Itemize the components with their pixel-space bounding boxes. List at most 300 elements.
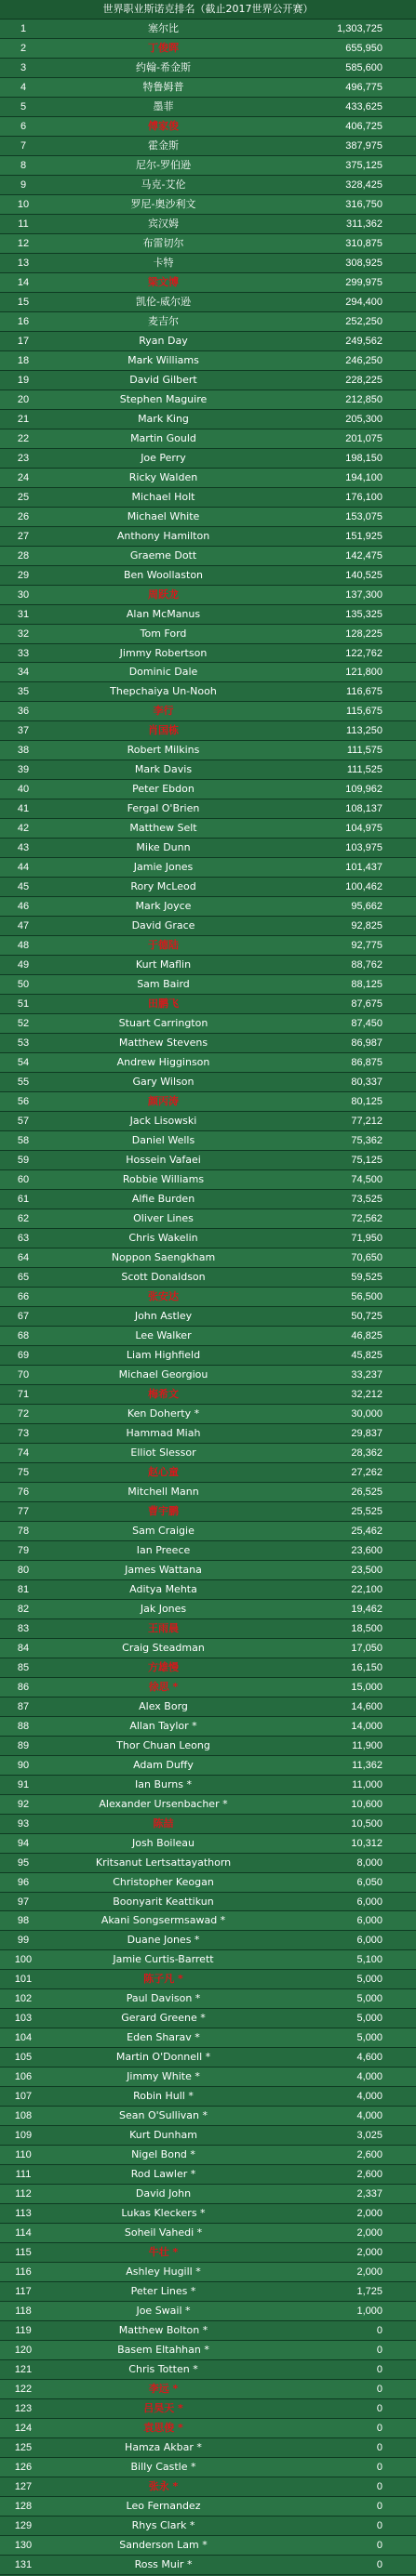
player-name-cell: Jack Lisowski <box>129 1115 197 1128</box>
player-name-cell: Craig Steadman <box>122 1641 205 1654</box>
points-cell: 5,000 <box>356 2032 382 2044</box>
player-name-cell: Sam Craigie <box>132 1524 195 1537</box>
table-row <box>0 547 416 566</box>
player-name-cell: Martin O'Donnell * <box>115 2051 211 2064</box>
player-name-cell: 张安达 <box>148 1289 179 1302</box>
table-row <box>0 254 416 273</box>
rank-cell: 119 <box>15 2325 32 2337</box>
points-cell: 18,500 <box>351 1622 382 1634</box>
rank-cell: 55 <box>17 1077 30 1089</box>
rank-cell: 105 <box>14 2052 33 2064</box>
points-cell: 28,362 <box>351 1447 382 1459</box>
player-name-cell: Duane Jones * <box>127 1934 200 1947</box>
table-row <box>0 2126 416 2146</box>
rank-cell: 28 <box>17 549 30 561</box>
table-row <box>0 1541 416 1561</box>
points-cell: 4,600 <box>356 2052 382 2064</box>
player-name-cell: Andrew Higginson <box>116 1056 210 1069</box>
points-cell: 311,362 <box>346 218 382 230</box>
player-name-cell: Liam Highfield <box>126 1348 201 1361</box>
table-row <box>0 1970 416 1989</box>
table-row <box>0 1619 416 1639</box>
player-name-cell: 于德陆 <box>148 939 179 952</box>
table-row <box>0 2360 416 2380</box>
player-name-cell: John Astley <box>134 1309 193 1322</box>
table-row <box>0 1893 416 1912</box>
player-name-cell: Peter Lines * <box>130 2285 196 2298</box>
rank-cell: 122 <box>14 2384 33 2396</box>
rank-cell: 80 <box>17 1564 30 1576</box>
table-row <box>0 1034 416 1053</box>
rank-cell: 41 <box>17 803 30 815</box>
table-row <box>0 644 416 664</box>
rank-cell: 101 <box>14 1974 33 1986</box>
table-row <box>0 2146 416 2165</box>
table-row <box>0 1444 416 1463</box>
rank-cell: 59 <box>17 1155 30 1167</box>
rank-cell: 38 <box>17 745 30 757</box>
player-name-cell: Allan Taylor * <box>129 1719 197 1732</box>
table-row <box>0 682 416 702</box>
player-name-cell: 霍金斯 <box>148 139 179 152</box>
player-name-cell: 宾汉姆 <box>148 217 179 230</box>
table-row <box>0 1639 416 1658</box>
rank-cell: 34 <box>17 667 30 679</box>
table-row <box>0 527 416 547</box>
rank-cell: 60 <box>17 1174 30 1186</box>
player-name-cell: Mark Williams <box>127 353 199 366</box>
player-name-cell: Martin Gould <box>130 431 196 444</box>
player-name-cell: Paul Davison * <box>126 1992 201 2005</box>
player-name-cell: Joe Swail * <box>136 2305 191 2318</box>
table-row <box>0 1346 416 1366</box>
points-cell: 1,000 <box>356 2305 382 2318</box>
rank-cell: 126 <box>14 2462 33 2474</box>
player-name-cell: Peter Ebdon <box>132 783 195 796</box>
player-name-cell: Alfie Burden <box>131 1193 195 1206</box>
points-cell: 92,775 <box>351 940 382 952</box>
rank-cell: 116 <box>15 2266 32 2279</box>
player-name-cell: Eden Sharav * <box>127 2031 200 2044</box>
player-name-cell: James Wattana <box>125 1563 202 1576</box>
player-name-cell: Scott Donaldson <box>121 1271 206 1283</box>
rank-cell: 113 <box>15 2208 32 2220</box>
points-cell: 0 <box>376 2403 382 2415</box>
player-name-cell: Elliot Slessor <box>130 1446 196 1459</box>
rank-cell: 117 <box>15 2286 32 2298</box>
table-row <box>0 2224 416 2243</box>
points-cell: 205,300 <box>345 413 382 425</box>
table-row <box>0 59 416 78</box>
rank-cell: 21 <box>17 413 30 425</box>
player-name-cell: David Grace <box>131 919 195 932</box>
points-cell: 201,075 <box>345 432 382 444</box>
points-cell: 433,625 <box>345 100 382 112</box>
rank-cell: 76 <box>17 1486 30 1498</box>
points-cell: 80,125 <box>351 1096 382 1108</box>
table-row <box>0 2536 416 2556</box>
player-name-cell: Kritsanut Lertsattayathorn <box>95 1856 232 1869</box>
table-row <box>0 975 416 995</box>
table-row <box>0 1248 416 1268</box>
points-cell: 135,325 <box>345 608 382 620</box>
rank-cell: 131 <box>14 2558 33 2570</box>
table-row <box>0 2380 416 2399</box>
table-row <box>0 1815 416 1834</box>
table-row <box>0 995 416 1014</box>
rank-cell: 82 <box>17 1603 30 1615</box>
table-row <box>0 2321 416 2341</box>
table-row <box>0 1229 416 1248</box>
player-name-cell: 陈喆 <box>153 1816 174 1830</box>
rank-cell: 120 <box>14 2345 33 2357</box>
points-cell: 128,225 <box>345 627 382 640</box>
rank-cell: 97 <box>17 1896 30 1908</box>
player-name-cell: Christopher Keogan <box>113 1875 214 1888</box>
rank-cell: 30 <box>17 588 30 601</box>
table-row <box>0 566 416 586</box>
table-row <box>0 1776 416 1795</box>
player-name-cell: 赵心童 <box>148 1465 179 1478</box>
points-cell: 122,762 <box>345 647 382 659</box>
points-cell: 299,975 <box>345 276 382 288</box>
points-cell: 176,100 <box>345 491 382 503</box>
points-cell: 16,150 <box>351 1661 382 1673</box>
points-cell: 387,975 <box>345 139 382 152</box>
table-row <box>0 1053 416 1073</box>
table-row <box>0 39 416 59</box>
points-cell: 316,750 <box>345 198 382 210</box>
table-row <box>0 1658 416 1678</box>
table-row <box>0 1873 416 1893</box>
rank-cell: 108 <box>14 2110 33 2122</box>
points-cell: 50,725 <box>351 1310 382 1322</box>
player-name-cell: Akani Songsermsawad * <box>101 1914 226 1927</box>
player-name-cell: 特鲁姆普 <box>142 80 184 93</box>
rank-cell: 46 <box>17 901 30 913</box>
points-cell: 0 <box>376 2481 382 2493</box>
points-cell: 10,312 <box>351 1837 382 1849</box>
points-cell: 0 <box>376 2345 382 2357</box>
rank-cell: 87 <box>17 1700 30 1712</box>
rank-cell: 17 <box>17 335 30 347</box>
rank-cell: 58 <box>17 1135 30 1147</box>
rank-cell: 23 <box>17 452 30 464</box>
table-row <box>0 156 416 176</box>
table-row <box>0 1931 416 1950</box>
points-cell: 4,000 <box>356 2091 382 2103</box>
player-name-cell: 肖国栋 <box>148 724 179 737</box>
points-cell: 75,362 <box>351 1135 382 1147</box>
rank-cell: 1 <box>20 23 27 34</box>
points-cell: 198,150 <box>345 452 382 464</box>
points-cell: 77,212 <box>351 1116 382 1128</box>
points-cell: 153,075 <box>345 510 382 522</box>
rank-cell: 106 <box>14 2071 33 2083</box>
points-cell: 2,000 <box>356 2266 382 2279</box>
rank-cell: 57 <box>17 1116 30 1128</box>
table-row <box>0 2302 416 2321</box>
rank-cell: 12 <box>17 237 30 249</box>
table-row <box>0 1698 416 1717</box>
points-cell: 25,525 <box>351 1505 382 1517</box>
rank-cell: 19 <box>17 374 30 386</box>
table-row <box>0 2517 416 2536</box>
rank-cell: 65 <box>17 1272 30 1283</box>
table-row <box>0 469 416 488</box>
player-name-cell: 陈子凡 * <box>143 1973 183 1986</box>
player-name-cell: 袁思俊 * <box>143 2422 183 2435</box>
points-cell: 73,525 <box>351 1194 382 1206</box>
table-row <box>0 195 416 215</box>
player-name-cell: Mark Joyce <box>135 900 192 913</box>
table-row <box>0 878 416 897</box>
table-row <box>0 429 416 449</box>
points-cell: 0 <box>376 2539 382 2551</box>
points-cell: 2,600 <box>356 2149 382 2161</box>
table-row <box>0 2067 416 2087</box>
player-name-cell: Sam Baird <box>137 978 190 991</box>
points-cell: 3,025 <box>356 2130 382 2142</box>
player-name-cell: Chris Totten * <box>128 2363 198 2376</box>
player-name-cell: Thepchaiya Un-Nooh <box>110 685 217 698</box>
player-name-cell: Ben Woollaston <box>123 568 204 581</box>
points-cell: 496,775 <box>345 81 382 93</box>
rank-cell: 78 <box>17 1525 30 1537</box>
table-row <box>0 1795 416 1815</box>
points-cell: 22,100 <box>351 1583 382 1595</box>
player-name-cell: Rhys Clark * <box>131 2519 195 2531</box>
table-row <box>0 98 416 117</box>
table-row <box>0 799 416 819</box>
table-row <box>0 1405 416 1424</box>
points-cell: 308,925 <box>345 257 382 269</box>
player-name-cell: Jamie Curtis-Barrett <box>113 1953 214 1966</box>
rank-cell: 64 <box>17 1252 30 1264</box>
rank-cell: 63 <box>17 1233 30 1245</box>
points-cell: 5,000 <box>356 1993 382 2005</box>
points-cell: 25,462 <box>351 1525 382 1537</box>
table-row <box>0 625 416 644</box>
player-name-cell: 徐思 * <box>148 1680 179 1693</box>
player-name-cell: Robin Hull * <box>133 2090 194 2103</box>
table-row <box>0 1522 416 1541</box>
points-cell: 0 <box>376 2520 382 2531</box>
points-cell: 375,125 <box>345 159 382 171</box>
points-cell: 0 <box>376 2442 382 2454</box>
player-name-cell: Josh Boileau <box>131 1836 195 1849</box>
points-cell: 113,250 <box>346 725 382 737</box>
table-row <box>0 586 416 605</box>
points-cell: 71,950 <box>351 1233 382 1245</box>
points-cell: 5,000 <box>356 1974 382 1986</box>
rank-cell: 125 <box>14 2442 33 2454</box>
player-name-cell: 马克-艾伦 <box>141 178 186 191</box>
player-name-cell: Ryan Day <box>139 334 188 347</box>
points-cell: 30,000 <box>351 1407 382 1420</box>
table-row <box>0 721 416 741</box>
rank-cell: 29 <box>17 569 30 581</box>
player-name-cell: Jak Jones <box>140 1602 187 1615</box>
points-cell: 1,303,725 <box>337 23 382 34</box>
points-cell: 74,500 <box>351 1174 382 1186</box>
points-cell: 87,450 <box>351 1018 382 1030</box>
player-name-cell: Joe Perry <box>141 451 186 464</box>
player-name-cell: Mitchell Mann <box>127 1485 199 1498</box>
player-name-cell: Hamza Akbar * <box>125 2441 202 2454</box>
player-name-cell: 丁俊晖 <box>148 41 179 54</box>
rank-cell: 54 <box>17 1057 30 1069</box>
rank-cell: 3 <box>20 61 27 73</box>
rank-cell: 118 <box>15 2305 32 2318</box>
table-row <box>0 1911 416 1931</box>
rank-cell: 104 <box>14 2032 33 2044</box>
points-cell: 23,500 <box>351 1564 382 1576</box>
player-name-cell: David John <box>135 2187 192 2200</box>
table-row <box>0 312 416 332</box>
points-cell: 11,000 <box>352 1778 382 1790</box>
rank-cell: 128 <box>14 2501 33 2513</box>
points-cell: 32,212 <box>351 1388 382 1400</box>
table-row <box>0 1483 416 1502</box>
rank-cell: 112 <box>15 2188 32 2200</box>
table-row <box>0 332 416 351</box>
table-row <box>0 2399 416 2419</box>
player-name-cell: 布雷切尔 <box>142 236 184 249</box>
player-name-cell: Basem Eltahhan * <box>117 2344 209 2357</box>
table-row <box>0 2341 416 2360</box>
rank-cell: 73 <box>17 1427 30 1439</box>
player-name-cell: Michael Holt <box>131 490 195 503</box>
rank-cell: 44 <box>17 862 30 874</box>
rank-cell: 102 <box>14 1993 33 2005</box>
rank-cell: 24 <box>17 471 30 483</box>
table-row <box>0 1327 416 1346</box>
rank-cell: 5 <box>20 100 27 112</box>
rank-cell: 39 <box>17 764 30 776</box>
table-row <box>0 819 416 839</box>
table-row <box>0 936 416 956</box>
table-row <box>0 273 416 293</box>
rank-cell: 6 <box>20 120 27 132</box>
table-body <box>0 20 416 2575</box>
rank-cell: 123 <box>14 2403 33 2415</box>
rank-cell: 33 <box>17 647 30 659</box>
table-row <box>0 137 416 156</box>
rank-cell: 95 <box>17 1856 30 1869</box>
points-cell: 17,050 <box>351 1642 382 1654</box>
player-name-cell: Mark King <box>138 412 189 425</box>
table-row <box>0 2419 416 2438</box>
player-name-cell: 墨菲 <box>153 99 174 112</box>
points-cell: 104,975 <box>345 823 382 835</box>
points-cell: 1,725 <box>356 2286 382 2298</box>
points-cell: 11,900 <box>352 1739 382 1751</box>
table-row <box>0 2438 416 2458</box>
player-name-cell: Ian Burns * <box>135 1777 192 1790</box>
rank-cell: 50 <box>17 979 30 991</box>
player-name-cell: 方雄慢 <box>148 1660 179 1673</box>
table-row <box>0 1190 416 1209</box>
rank-cell: 56 <box>17 1096 30 1108</box>
points-cell: 151,925 <box>345 530 382 542</box>
player-name-cell: 张永 * <box>148 2480 179 2493</box>
table-row <box>0 1756 416 1776</box>
rank-cell: 22 <box>17 432 30 444</box>
player-name-cell: Dominic Dale <box>128 666 198 679</box>
table-row <box>0 2087 416 2107</box>
player-name-cell: Jimmy Robertson <box>119 646 208 659</box>
table-row <box>0 2243 416 2263</box>
table-row <box>0 215 416 234</box>
points-cell: 10,600 <box>351 1798 382 1810</box>
player-name-cell: Mike Dunn <box>136 841 191 854</box>
points-cell: 5,000 <box>356 2013 382 2025</box>
rank-cell: 36 <box>17 706 30 718</box>
rank-cell: 109 <box>14 2130 33 2142</box>
points-cell: 92,825 <box>351 920 382 932</box>
rank-cell: 72 <box>17 1407 30 1420</box>
table-row <box>0 2048 416 2067</box>
rank-cell: 81 <box>17 1583 30 1595</box>
points-cell: 0 <box>376 2384 382 2396</box>
player-name-cell: Alexander Ursenbacher * <box>99 1797 228 1810</box>
points-cell: 86,875 <box>351 1057 382 1069</box>
table-row <box>0 20 416 39</box>
points-cell: 115,675 <box>346 706 382 718</box>
table-row <box>0 956 416 975</box>
points-cell: 328,425 <box>345 178 382 191</box>
rank-cell: 61 <box>17 1194 30 1206</box>
points-cell: 14,000 <box>351 1720 382 1732</box>
points-cell: 4,000 <box>356 2071 382 2083</box>
table-row <box>0 1288 416 1307</box>
player-name-cell: Anthony Hamilton <box>116 529 210 542</box>
points-cell: 59,525 <box>351 1272 382 1283</box>
table-row <box>0 234 416 254</box>
rank-cell: 66 <box>17 1290 30 1302</box>
points-cell: 88,125 <box>351 979 382 991</box>
player-name-cell: Rod Lawler * <box>130 2168 196 2181</box>
rank-cell: 70 <box>17 1368 30 1380</box>
table-row <box>0 2282 416 2302</box>
points-cell: 2,000 <box>356 2247 382 2259</box>
table-row <box>0 917 416 936</box>
rank-cell: 88 <box>17 1720 30 1732</box>
points-cell: 0 <box>376 2325 382 2337</box>
rank-cell: 37 <box>17 725 30 737</box>
rank-cell: 40 <box>17 784 30 796</box>
rank-cell: 129 <box>14 2520 33 2531</box>
player-name-cell: Adam Duffy <box>133 1758 194 1771</box>
points-cell: 11,362 <box>352 1759 382 1771</box>
player-name-cell: Robert Milkins <box>127 744 200 757</box>
player-name-cell: 吕昊天 * <box>143 2402 183 2415</box>
player-name-cell: Oliver Lines <box>133 1212 194 1225</box>
rank-cell: 20 <box>17 393 30 405</box>
rank-cell: 89 <box>17 1739 30 1751</box>
table-row <box>0 663 416 682</box>
points-cell: 29,837 <box>351 1427 382 1439</box>
points-cell: 140,525 <box>345 569 382 581</box>
player-name-cell: 麦吉尔 <box>148 314 179 327</box>
table-row <box>0 1131 416 1151</box>
points-cell: 116,675 <box>346 686 382 698</box>
player-name-cell: Thor Chuan Leong <box>116 1738 210 1751</box>
table-row <box>0 351 416 371</box>
player-name-cell: Matthew Stevens <box>118 1037 208 1050</box>
player-name-cell: Stephen Maguire <box>119 392 208 405</box>
